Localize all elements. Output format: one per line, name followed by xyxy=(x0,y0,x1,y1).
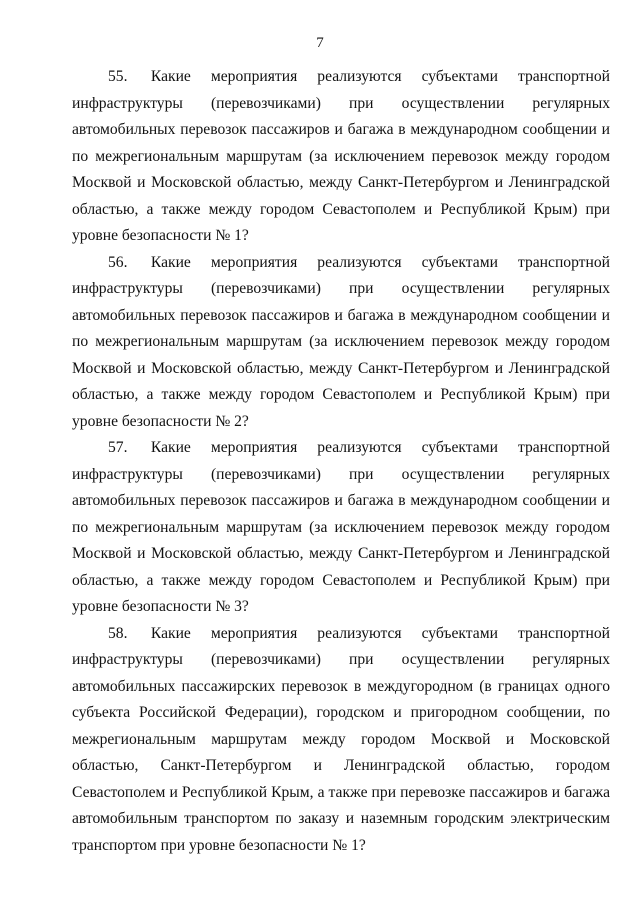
question-number: 56. xyxy=(108,253,128,271)
question-56 xyxy=(72,250,610,436)
question-57 xyxy=(72,435,610,621)
question-text: Какие мероприятия реализуются субъектами транспортной инфраструктуры (перевозчиками) при осуществлении регулярных автомобильных пассажирских перевозок в междугородном (в границах одного субъекта Российской Федерации), городском и пригородном сообщении, по межрегиональным маршрутам между городом Москвой и Московской областью, Санкт-Петербургом и Ленинградской областью, городом Севастополем и Республикой Крым, а также при перевозке пассажиров и багажа автомобильным транспортом по заказу и наземным городским электрическим транспортом при уровне безопасности № 1? xyxy=(72,624,610,854)
question-58 xyxy=(72,621,610,860)
question-55 xyxy=(72,64,610,250)
document-body xyxy=(72,64,610,859)
question-number: 58. xyxy=(108,624,128,642)
question-text: Какие мероприятия реализуются субъектами транспортной инфраструктуры (перевозчиками) при осуществлении регулярных автомобильных перевозок пассажиров и багажа в международном сообщении и по межрегиональным маршрутам (за исключением перевозок между городом Москвой и Московской областью, между Санкт-Петербургом и Ленинградской областью, а также между городом Севастополем и Республикой Крым) при уровне безопасности № 1? xyxy=(72,68,610,244)
page-number: 7 xyxy=(316,35,324,51)
question-text: Какие мероприятия реализуются субъектами транспортной инфраструктуры (перевозчиками) при осуществлении регулярных автомобильных перевозок пассажиров и багажа в международном сообщении и по межрегиональным маршрутам (за исключением перевозок между городом Москвой и Московской областью, между Санкт-Петербургом и Ленинградской областью, а также между городом Севастополем и Республикой Крым) при уровне безопасности № 2? xyxy=(72,253,610,430)
question-number: 57. xyxy=(108,439,128,456)
question-text: Какие мероприятия реализуются субъектами транспортной инфраструктуры (перевозчиками) при осуществлении регулярных автомобильных перевозок пассажиров и багажа в международном сообщении и по межрегиональным маршрутам (за исключением перевозок между городом Москвой и Московской областью, между Санкт-Петербургом и Ленинградской областью, а также между городом Севастополем и Республикой Крым) при уровне безопасности № 3? xyxy=(72,439,610,615)
question-number: 55. xyxy=(108,68,128,85)
